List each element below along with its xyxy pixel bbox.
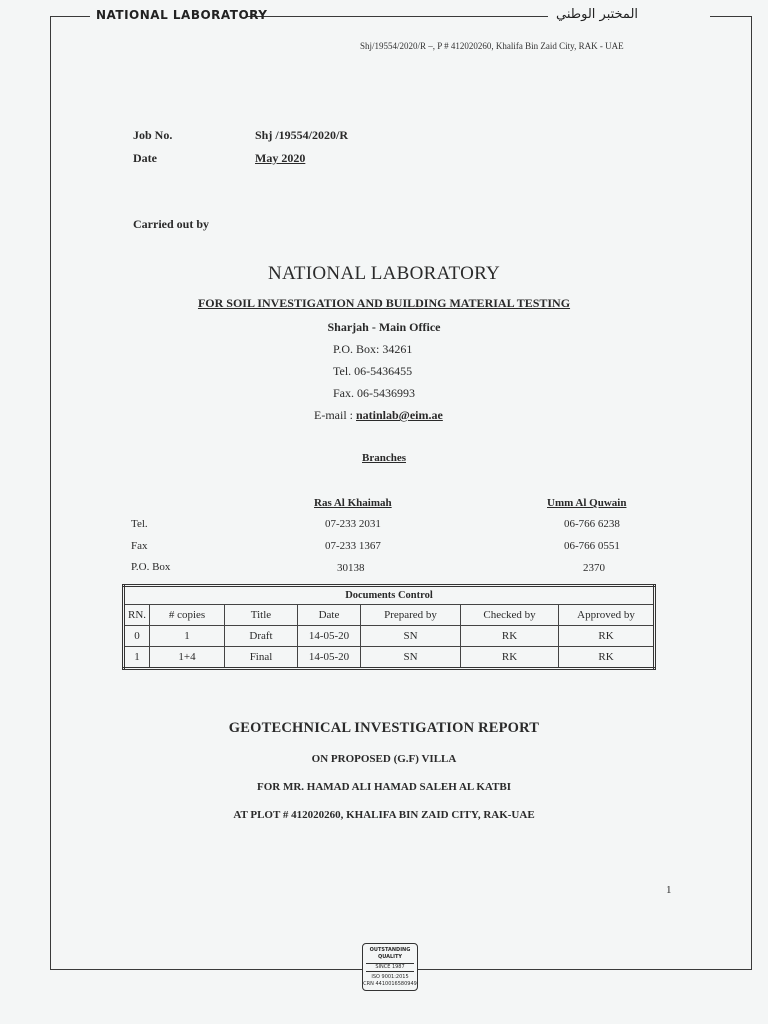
branch-ras-al-khaimah: Ras Al Khaimah [314, 497, 392, 509]
branch-row-value: 30138 [337, 562, 365, 574]
branch-row-value: 06-766 0551 [564, 540, 620, 552]
lab-po-box: P.O. Box: 34261 [333, 342, 413, 356]
header-arabic-title: المختبر الوطني [556, 7, 639, 22]
column-header: Checked by [461, 605, 559, 626]
table-cell: SN [361, 626, 461, 647]
branch-row-value: 06-766 6238 [564, 518, 620, 530]
header-title: NATIONAL LABORATORY [96, 8, 268, 22]
lab-fax: Fax. 06-5436993 [333, 386, 415, 400]
job-no-label: Job No. [133, 128, 173, 142]
page-number: 1 [666, 884, 672, 896]
table-cell: RK [559, 647, 655, 669]
stamp-line: ISO 9001:2015 [371, 974, 409, 980]
table-cell: RK [559, 626, 655, 647]
branches-heading: Branches [362, 452, 406, 464]
table-row [124, 626, 655, 647]
lab-office: Sharjah - Main Office [327, 320, 441, 334]
table-title: Documents Control [124, 586, 655, 605]
column-header: Approved by [559, 605, 655, 626]
email-link[interactable]: natinlab@eim.ae [356, 408, 443, 422]
lab-email-row [314, 408, 443, 423]
branch-row-label: P.O. Box [131, 561, 171, 573]
branch-umm-al-quwain: Umm Al Quwain [547, 497, 627, 509]
table-cell: RK [461, 626, 559, 647]
table-cell: RK [461, 647, 559, 669]
table-row [124, 647, 655, 669]
table-header-row [124, 605, 655, 626]
date-value: May 2020 [255, 151, 306, 165]
lab-tel: Tel. 06-5436455 [333, 364, 413, 378]
report-line-location: AT PLOT # 412020260, KHALIFA BIN ZAID CITY, RAK-UAE [233, 809, 535, 821]
column-header: Date [298, 605, 361, 626]
table-cell: 1+4 [150, 647, 225, 669]
table-cell: 14-05-20 [298, 626, 361, 647]
stamp-line: CRN 4410016580949 [363, 981, 417, 987]
email-label: E-mail : [314, 408, 356, 422]
column-header: # copies [150, 605, 225, 626]
report-line-project: ON PROPOSED (G.F) VILLA [311, 753, 457, 765]
stamp-line: SINCE 1987 [366, 963, 414, 972]
column-header: Title [225, 605, 298, 626]
table-cell: SN [361, 647, 461, 669]
lab-subtitle: FOR SOIL INVESTIGATION AND BUILDING MATERIAL TESTING [197, 296, 571, 310]
report-line-client: FOR MR. HAMAD ALI HAMAD SALEH AL KATBI [256, 781, 512, 793]
documents-control-table [122, 584, 656, 670]
header-reference: Shj/19554/2020/R –, P # 412020260, Khalifa Bin Zaid City, RAK - UAE [360, 41, 624, 51]
stamp-line: OUTSTANDING QUALITY [369, 947, 411, 960]
carried-out-by-label: Carried out by [133, 217, 209, 231]
date-label: Date [133, 151, 157, 165]
job-no-value: Shj /19554/2020/R [255, 128, 349, 142]
lab-name: NATIONAL LABORATORY [267, 263, 501, 284]
table-cell: 1 [124, 647, 150, 669]
column-header: Prepared by [361, 605, 461, 626]
report-title: GEOTECHNICAL INVESTIGATION REPORT [228, 720, 540, 736]
branch-row-label: Tel. [131, 518, 148, 530]
branch-row-value: 2370 [583, 562, 605, 574]
header-rule-middle [246, 16, 548, 17]
header-rule-right [710, 16, 751, 17]
table-cell: 14-05-20 [298, 647, 361, 669]
table-cell: Draft [225, 626, 298, 647]
branch-row-value: 07-233 1367 [325, 540, 381, 552]
table-cell: 0 [124, 626, 150, 647]
table-cell: 1 [150, 626, 225, 647]
column-header: RN. [124, 605, 150, 626]
branch-row-value: 07-233 2031 [325, 518, 381, 530]
branch-row-label: Fax [131, 540, 148, 552]
iso-certification-stamp [362, 943, 418, 991]
table-cell: Final [225, 647, 298, 669]
header-rule-left [50, 16, 90, 17]
